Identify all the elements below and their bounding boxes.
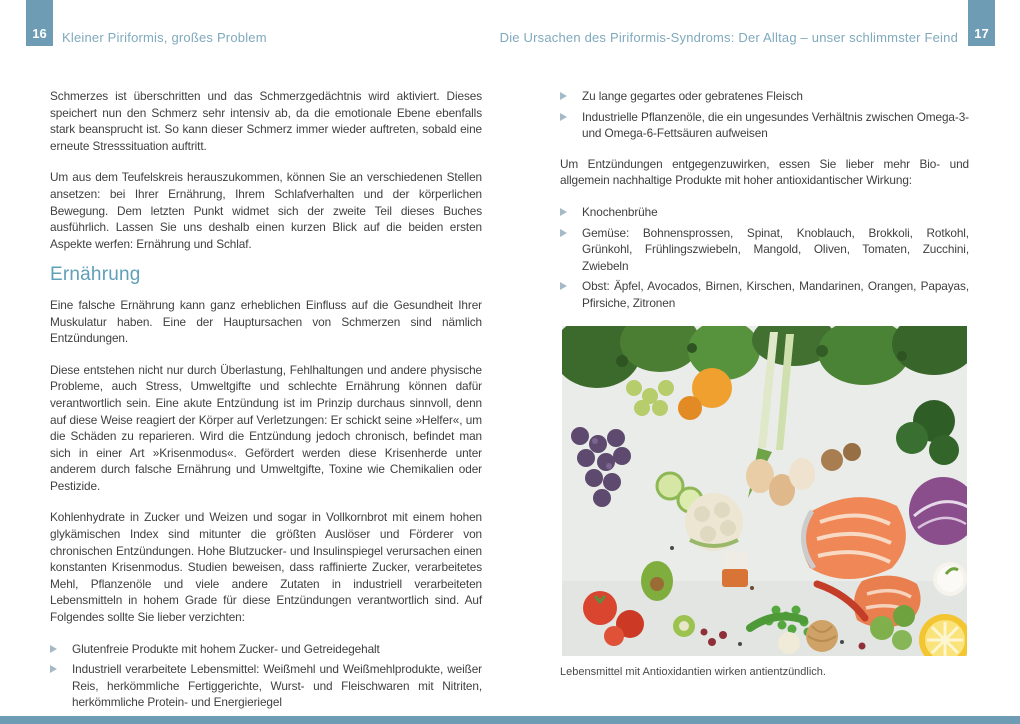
bullet-triangle-icon — [560, 88, 582, 105]
list-item — [560, 204, 969, 221]
list-item-text: Industrielle Pflanzenöle, die ein ungesundes Verhältnis zwischen Omega-3- und Omega-6-Fettsäuren aufweisen — [582, 109, 969, 141]
photo-caption: Lebensmittel mit Antioxidantien wirken antientzündlich. — [560, 665, 826, 678]
list-item — [50, 641, 482, 658]
paragraph: Schmerzes ist überschritten und das Schmerzgedächtnis wird aktiviert. Dieses speichert nun den Schmerz sehr intensiv ab, da die emotionale Ebene ebenfalls stark beansprucht ist. So kann dieser Schmerz immer wieder auftreten, sobald eine erneute Stresssituation auftritt. — [50, 89, 482, 153]
right-page-text-column — [560, 88, 969, 680]
bottom-accent-bar — [0, 716, 1020, 724]
paragraph: Diese entstehen nicht nur durch Überlastung, Fehlhaltungen und andere physische Probleme, auch Stress, Umweltgifte und schlechte Ernährung können dafür verantwortlich sein. Eine akute Entzündung ist im Prinzip durchaus sinnvoll, denn auf diese Weise reagiert der Körper auf Verletzungen: Er schickt seine »Helfer«, um die Schäden zu reparieren. Wird die Entzündung jedoch chronisch, befindet man sich in einer Art »Krisenmodus«. Gefördert werden diese Krisenherde unter anderem durch falsche Ernährung und Umweltgifte, Toxine wie Chemikalien oder Pestizide. — [50, 362, 482, 493]
list-item-text: Knochenbrühe — [582, 204, 658, 219]
list-item-text: Industriell verarbeitete Lebensmittel: Weißmehl und Weißmehlprodukte, weißer Reis, herkömmliche Fertiggerichte, Wurst- und Fleischwaren mit Nitriten, herkömmliche Protein- und Energieriegel — [72, 662, 482, 710]
bullet-triangle-icon — [560, 225, 582, 275]
list-item-text: Obst: Äpfel, Avocados, Birnen, Kirschen, Mandarinen, Orangen, Papayas, Pfirsiche, Zitronen — [582, 279, 969, 310]
list-item — [560, 88, 969, 105]
list-item-text: Gemüse: Bohnensprossen, Spinat, Knoblauch, Brokkoli, Rotkohl, Grünkohl, Frühlingszwiebeln, Mangold, Oliven, Tomaten, Zucchini, Zwiebeln — [582, 225, 969, 273]
paragraph: Eine falsche Ernährung kann ganz erheblichen Einfluss auf die Gesundheit Ihrer Muskulatur haben. Eine der Hauptursachen von Schmerzen sind nämlich Entzündungen. — [50, 297, 482, 346]
recommended-foods-list — [560, 204, 969, 312]
list-item — [560, 225, 969, 275]
list-item-text: Glutenfreie Produkte mit hohem Zucker- und Getreidegehalt — [72, 641, 380, 656]
bullet-triangle-icon — [560, 204, 582, 221]
bullet-triangle-icon — [560, 109, 582, 142]
list-item — [560, 109, 969, 142]
list-item-text: Zu lange gegartes oder gebratenes Fleisch — [582, 89, 803, 103]
list-item — [560, 278, 969, 311]
paragraph: Um aus dem Teufelskreis herauszukommen, können Sie an verschiedenen Stellen ansetzen: bei Ihrer Ernährung, Ihrem Schlafverhalten und der körperlichen Bewegung. Dem letzten Punkt widmet sich der zweite Teil dieses Buches ausführlich. Lassen Sie uns deshalb einen kurzen Blick auf die beiden ersten Aspekte werfen: Ernährung und Schlaf. — [50, 170, 482, 251]
section-heading-ernaehrung: Ernährung — [50, 264, 141, 286]
left-page-text-column — [50, 88, 482, 724]
bullet-triangle-icon — [50, 641, 72, 658]
left-running-header: Kleiner Piriformis, großes Problem — [62, 30, 267, 45]
list-item — [50, 661, 482, 711]
right-page-number: 17 — [968, 0, 995, 46]
bullet-triangle-icon — [560, 278, 582, 311]
right-running-header: Die Ursachen des Piriformis-Syndroms: Der Alltag – unser schlimmster Feind — [499, 30, 958, 45]
antioxidant-foods-photo — [562, 326, 967, 656]
left-page-number: 16 — [26, 0, 53, 46]
paragraph: Kohlenhydrate in Zucker und Weizen und sogar in Vollkornbrot mit einem hohen glykämischen Index sind mitunter die größten Auslöser und Förderer von chronischen Entzündungen. Hohe Blutzucker- und Insulinspiegel verursachen einen konstanten Krisenmodus. Studien beweisen, dass raffinierte Zucker, verarbeitetes Mehl, Pflanzenöle und viele andere Zutaten in industriell verarbeiteten Lebensmitteln in hohem Grade für diese Entzündungen verantwortlich sind. Auf Folgendes sollte Sie lieber verzichten: — [50, 510, 482, 625]
avoid-foods-list-part1 — [50, 641, 482, 711]
avoid-foods-list-part2 — [560, 88, 969, 142]
paragraph: Um Entzündungen entgegenzuwirken, essen Sie lieber mehr Bio- und allgemein nachhaltige Produkte mit hoher antioxidantischer Wirkung: — [560, 156, 969, 188]
bullet-triangle-icon — [50, 661, 72, 711]
